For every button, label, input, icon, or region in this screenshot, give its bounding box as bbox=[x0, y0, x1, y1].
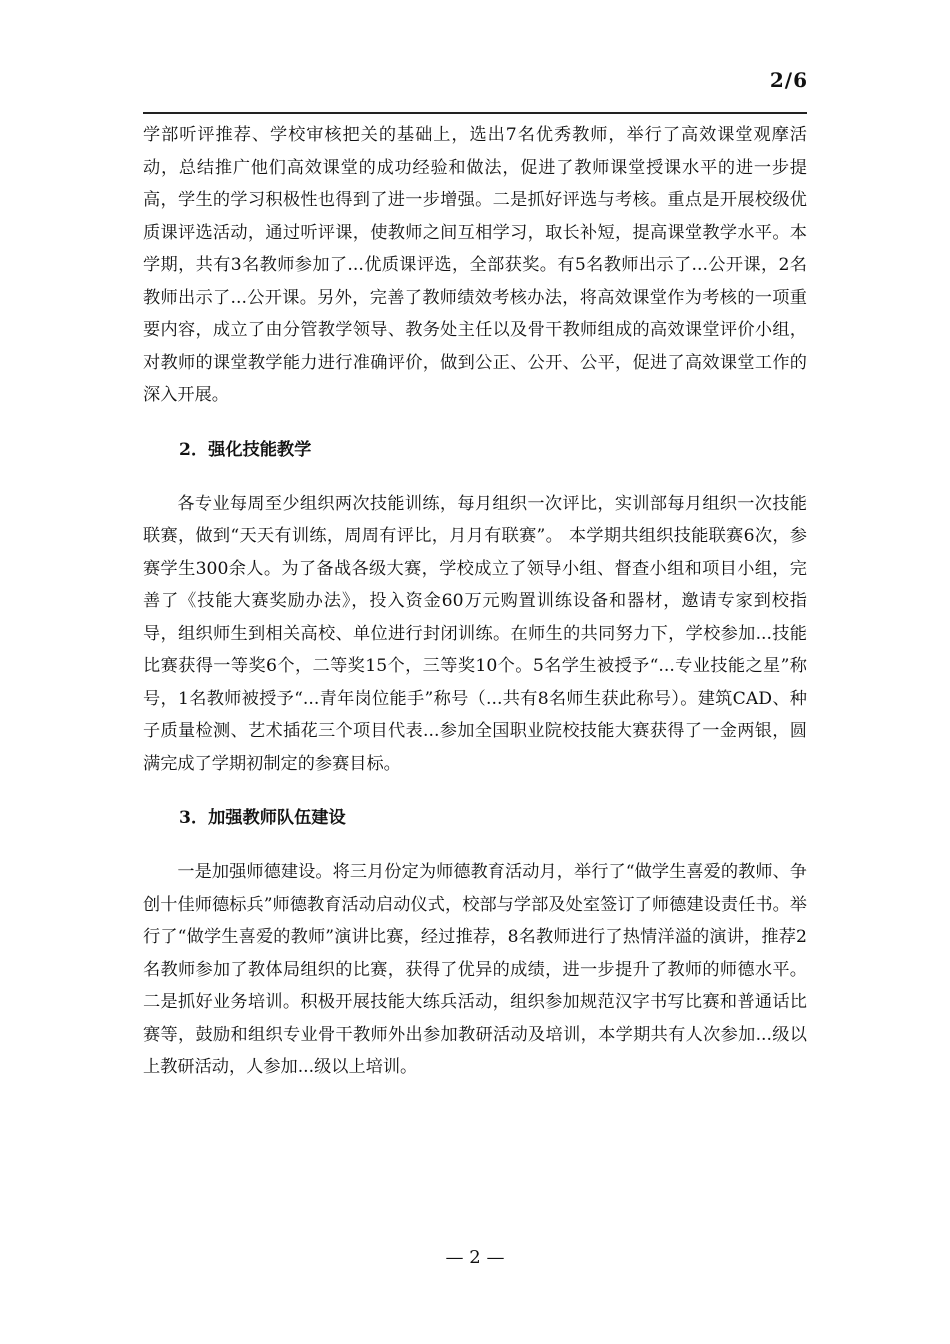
paragraph-1: 学部听评推荐、学校审核把关的基础上，选出7名优秀教师，举行了高效课堂观摩活动，总结推广他们高效课堂的成功经验和做法，促进了教师课堂授课水平的进一步提高，学生的学习积极性也得到了进一步增强。二是抓好评选与考核。重点是开展校级优质课评选活动，通过听评课，使教师之间互相学习，取长补短，提高课堂教学水平。本学期，共有3名教师参加了...优质课评选，全部获奖。有5名教师出示了...公开课，2名教师出示了...公开课。另外，完善了教师绩效考核办法，将高效课堂作为考核的一项重要内容，成立了由分管教学领导、教务处主任以及骨干教师组成的高效课堂评价小组，对教师的课堂教学能力进行准确评价，做到公正、公开、公平，促进了高效课堂工作的深入开展。 bbox=[143, 125, 807, 405]
header-rule bbox=[143, 112, 807, 114]
document-body bbox=[143, 119, 807, 1084]
paragraph-2: 各专业每周至少组织两次技能训练，每月组织一次评比，实训部每月组织一次技能联赛，做到“天天有训练，周周有评比，月月有联赛”。 本学期共组织技能联赛6次，参赛学生300余人。为了备战各级大赛，学校成立了领导小组、督查小组和项目小组，完善了《技能大赛奖励办法》，投入资金60万元购置训练设备和器材，邀请专家到校指导，组织师生到相关高校、单位进行封闭训练。在师生的共同努力下，学校参加...技能比赛获得一等奖6个，二等奖15个，三等奖10个。5名学生被授予“...专业技能之星”称号，1名教师被授予“...青年岗位能手”称号（...共有8名师生获此称号）。建筑CAD、种子质量检测、艺术插花三个项目代表...参加全国职业院校技能大赛获得了一金两银，圆满完成了学期初制定的参赛目标。 bbox=[143, 493, 807, 774]
page-number-footer: — 2 — bbox=[445, 1247, 505, 1268]
section-heading-3: 3．加强教师队伍建设 bbox=[179, 808, 346, 828]
page-indicator: 2/6 bbox=[769, 68, 808, 92]
paragraph-3: 一是加强师德建设。将三月份定为师德教育活动月，举行了“做学生喜爱的教师、争创十佳师德标兵”师德教育活动启动仪式，校部与学部及处室签订了师德建设责任书。举行了“做学生喜爱的教师”演讲比赛，经过推荐，8名教师进行了热情洋溢的演讲，推荐2名教师参加了教体局组织的比赛，获得了优异的成绩，进一步提升了教师的师德水平。二是抓好业务培训。积极开展技能大练兵活动，组织参加规范汉字书写比赛和普通话比赛等，鼓励和组织专业骨干教师外出参加教研活动及培训，本学期共有人次参加...级以上教研活动，人参加...级以上培训。 bbox=[143, 862, 807, 1077]
section-heading-2: 2．强化技能教学 bbox=[179, 439, 312, 460]
